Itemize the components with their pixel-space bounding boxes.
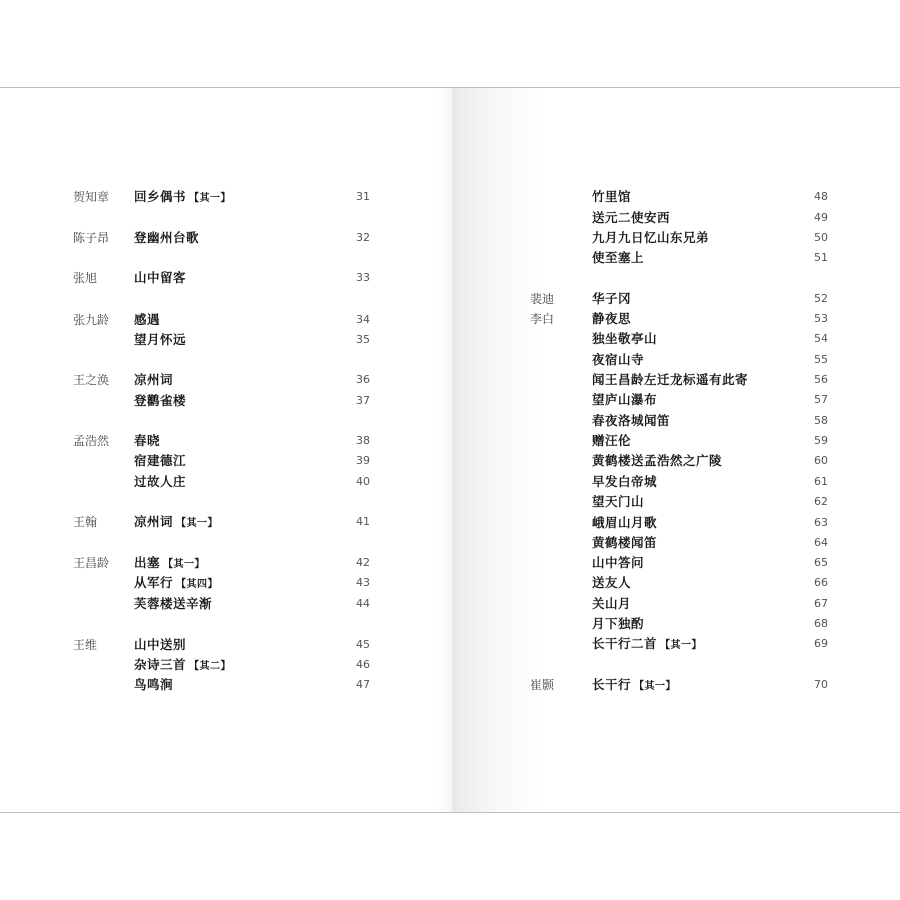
toc-page-number: 31 <box>356 190 370 203</box>
toc-page-number: 41 <box>356 515 370 528</box>
toc-page-number: 36 <box>356 373 370 386</box>
toc-title-text: 春晓 <box>134 433 161 448</box>
toc-title-text: 望月怀远 <box>134 332 187 347</box>
toc-title <box>134 655 231 677</box>
toc-page-number: 69 <box>814 637 828 650</box>
toc-page-number: 58 <box>814 414 828 427</box>
toc-page-number: 56 <box>814 373 828 386</box>
toc-title <box>592 472 657 492</box>
toc-page-number: 54 <box>814 332 828 345</box>
toc-entry <box>0 655 452 675</box>
toc-title-text: 芙蓉楼送辛渐 <box>134 596 213 611</box>
toc-author: 崔颢 <box>530 678 555 692</box>
toc-title <box>592 553 644 573</box>
toc-title-text: 望庐山瀑布 <box>592 392 658 407</box>
toc-title-text: 独坐敬亭山 <box>592 331 658 346</box>
toc-page-number: 40 <box>356 475 370 488</box>
toc-entry <box>452 553 900 573</box>
toc-title-text: 送友人 <box>592 575 632 590</box>
toc-title-text: 登幽州台歌 <box>134 230 200 245</box>
toc-page-number: 43 <box>356 576 370 589</box>
toc-title-text: 送元二使安西 <box>592 210 671 225</box>
toc-title-text: 山中留客 <box>134 270 187 285</box>
toc-title <box>134 512 218 534</box>
toc-page-number: 34 <box>356 313 370 326</box>
toc-entry <box>452 248 900 268</box>
toc-page-number: 59 <box>814 434 828 447</box>
toc-entry <box>452 451 900 471</box>
toc-page-number: 62 <box>814 495 828 508</box>
toc-title <box>134 431 160 451</box>
toc-entry <box>0 310 452 330</box>
toc-entry <box>0 187 452 207</box>
toc-page-number: 63 <box>814 516 828 529</box>
toc-page-number: 46 <box>356 658 370 671</box>
toc-author: 陈子昂 <box>73 231 110 245</box>
toc-title <box>134 675 173 695</box>
toc-title <box>592 329 657 349</box>
toc-title <box>592 350 644 370</box>
toc-title <box>592 573 631 593</box>
toc-entry <box>452 350 900 370</box>
toc-title <box>134 268 186 288</box>
toc-page-number: 42 <box>356 556 370 569</box>
toc-page-number: 60 <box>814 454 828 467</box>
toc-entry <box>452 573 900 593</box>
toc-entry <box>0 553 452 573</box>
toc-page-number: 33 <box>356 271 370 284</box>
toc-title <box>134 472 186 492</box>
toc-title-note: 【其一】 <box>176 518 219 529</box>
toc-title-text: 春夜洛城闻笛 <box>592 413 671 428</box>
toc-page-number: 32 <box>356 231 370 244</box>
toc-title <box>592 228 709 248</box>
toc-title <box>592 451 722 471</box>
toc-title-text: 闻王昌龄左迁龙标遥有此寄 <box>592 372 749 387</box>
toc-author: 王翰 <box>73 515 98 529</box>
toc-title-text: 过故人庄 <box>134 474 187 489</box>
toc-entry <box>0 370 452 390</box>
toc-title <box>134 330 186 350</box>
toc-page-number: 66 <box>814 576 828 589</box>
toc-page-number: 48 <box>814 190 828 203</box>
toc-author: 王昌龄 <box>73 556 110 570</box>
toc-page-number: 45 <box>356 638 370 651</box>
toc-title-text: 华子冈 <box>592 291 632 306</box>
toc-title <box>134 573 218 595</box>
toc-title-text: 凉州词 <box>134 514 174 529</box>
toc-entry <box>0 268 452 288</box>
toc-author: 张旭 <box>73 271 98 285</box>
toc-page-number: 50 <box>814 231 828 244</box>
toc-title <box>592 187 631 207</box>
toc-entry <box>0 594 452 614</box>
toc-title-text: 出塞 <box>134 555 161 570</box>
toc-entry <box>0 675 452 695</box>
toc-title <box>592 208 670 228</box>
toc-title <box>592 370 748 390</box>
toc-title-text: 长干行二首 <box>592 636 658 651</box>
toc-title-text: 长干行 <box>592 677 632 692</box>
toc-entry <box>0 472 452 492</box>
toc-title-text: 登鹳雀楼 <box>134 393 187 408</box>
toc-title <box>592 248 644 268</box>
toc-entry <box>452 329 900 349</box>
toc-title-text: 黄鹤楼闻笛 <box>592 535 658 550</box>
toc-page-number: 67 <box>814 597 828 610</box>
toc-title <box>134 310 160 330</box>
toc-title <box>134 451 186 471</box>
toc-title <box>592 309 631 329</box>
toc-title-text: 月下独酌 <box>592 616 645 631</box>
toc-title-text: 从军行 <box>134 575 174 590</box>
toc-title <box>592 634 702 656</box>
toc-title-text: 宿建德江 <box>134 453 187 468</box>
toc-title-text: 感遇 <box>134 312 161 327</box>
toc-title-text: 黄鹤楼送孟浩然之广陵 <box>592 453 723 468</box>
toc-title <box>592 411 670 431</box>
toc-entry <box>0 635 452 655</box>
toc-author: 张九龄 <box>73 313 110 327</box>
toc-entry <box>452 228 900 248</box>
toc-page-number: 52 <box>814 292 828 305</box>
left-page <box>0 88 452 812</box>
toc-title <box>592 513 657 533</box>
toc-title-text: 山中送别 <box>134 637 187 652</box>
book-spread <box>0 87 900 813</box>
toc-page-number: 65 <box>814 556 828 569</box>
toc-entry <box>0 512 452 532</box>
toc-entry <box>0 431 452 451</box>
toc-page-number: 70 <box>814 678 828 691</box>
toc-page-number: 38 <box>356 434 370 447</box>
toc-entry <box>0 391 452 411</box>
toc-title-text: 峨眉山月歌 <box>592 515 658 530</box>
toc-title-note: 【其一】 <box>660 640 703 651</box>
toc-entry <box>452 370 900 390</box>
toc-title <box>134 391 186 411</box>
toc-entry <box>452 431 900 451</box>
toc-title <box>592 431 631 451</box>
toc-entry <box>452 614 900 634</box>
toc-entry <box>452 289 900 309</box>
toc-entry <box>452 411 900 431</box>
toc-entry <box>452 472 900 492</box>
toc-entry <box>0 228 452 248</box>
toc-page-number: 53 <box>814 312 828 325</box>
toc-entry <box>0 451 452 471</box>
toc-entry <box>452 594 900 614</box>
toc-entry <box>452 492 900 512</box>
toc-title-text: 夜宿山寺 <box>592 352 645 367</box>
toc-page-number: 57 <box>814 393 828 406</box>
toc-title <box>592 390 657 410</box>
toc-author: 孟浩然 <box>73 434 110 448</box>
toc-entry <box>0 330 452 350</box>
toc-author: 李白 <box>530 312 555 326</box>
toc-title-note: 【其二】 <box>189 661 232 672</box>
toc-author: 王之涣 <box>73 373 110 387</box>
toc-title-text: 静夜思 <box>592 311 632 326</box>
toc-entry <box>452 675 900 695</box>
toc-entry <box>452 187 900 207</box>
toc-entry <box>452 309 900 329</box>
toc-title-text: 杂诗三首 <box>134 657 187 672</box>
toc-page-number: 49 <box>814 211 828 224</box>
toc-title-note: 【其一】 <box>163 559 206 570</box>
toc-title <box>592 289 631 309</box>
toc-page-number: 61 <box>814 475 828 488</box>
toc-title-text: 竹里馆 <box>592 189 632 204</box>
toc-title <box>592 492 644 512</box>
toc-author: 裴迪 <box>530 292 555 306</box>
toc-entry <box>452 390 900 410</box>
toc-entry <box>452 513 900 533</box>
toc-page-number: 64 <box>814 536 828 549</box>
toc-title-text: 鸟鸣涧 <box>134 677 174 692</box>
toc-page-number: 35 <box>356 333 370 346</box>
toc-title-note: 【其一】 <box>634 681 677 692</box>
toc-title <box>592 594 631 614</box>
toc-title <box>592 533 657 553</box>
toc-page-number: 55 <box>814 353 828 366</box>
toc-author: 贺知章 <box>73 190 110 204</box>
toc-title <box>592 614 644 634</box>
toc-title-text: 山中答问 <box>592 555 645 570</box>
toc-title <box>134 594 212 614</box>
toc-title-text: 早发白帝城 <box>592 474 658 489</box>
toc-title <box>134 635 186 655</box>
toc-title-text: 赠汪伦 <box>592 433 632 448</box>
toc-page-number: 39 <box>356 454 370 467</box>
toc-title-text: 回乡偶书 <box>134 189 187 204</box>
toc-title-text: 九月九日忆山东兄弟 <box>592 230 710 245</box>
toc-entry <box>452 634 900 654</box>
toc-title-note: 【其四】 <box>176 579 219 590</box>
toc-title <box>134 370 173 390</box>
toc-title-note: 【其一】 <box>189 193 232 204</box>
toc-title <box>592 675 676 697</box>
toc-title <box>134 228 199 248</box>
toc-entry <box>452 533 900 553</box>
toc-title-text: 望天门山 <box>592 494 645 509</box>
toc-page-number: 51 <box>814 251 828 264</box>
toc-page-number: 37 <box>356 394 370 407</box>
toc-title-text: 凉州词 <box>134 372 174 387</box>
toc-author: 王维 <box>73 638 98 652</box>
toc-title <box>134 187 231 209</box>
toc-page-number: 68 <box>814 617 828 630</box>
toc-page-number: 44 <box>356 597 370 610</box>
toc-title <box>134 553 205 575</box>
toc-title-text: 关山月 <box>592 596 632 611</box>
toc-page-number: 47 <box>356 678 370 691</box>
toc-title-text: 使至塞上 <box>592 250 645 265</box>
toc-entry <box>452 208 900 228</box>
toc-entry <box>0 573 452 593</box>
right-page <box>452 88 900 812</box>
